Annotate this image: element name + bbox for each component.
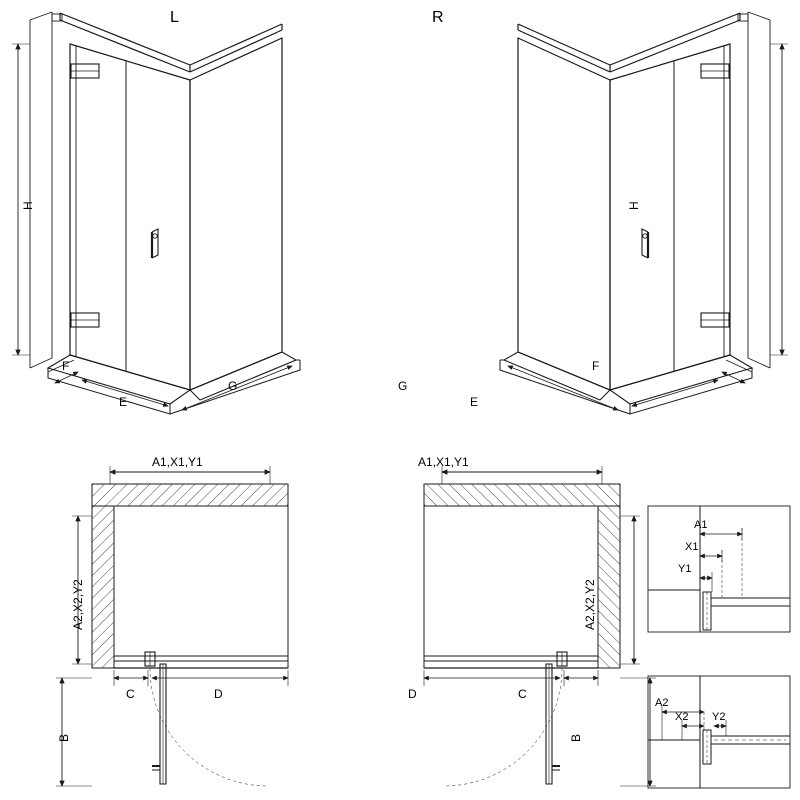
view-plan-left — [56, 466, 288, 786]
label-detail-a2: A2 — [655, 697, 669, 709]
view-plan-right — [424, 466, 656, 786]
label-height-right: H — [627, 201, 641, 210]
label-detail-y2: Y2 — [712, 711, 726, 723]
label-plan-left-segment-c: C — [126, 687, 135, 701]
view-3d-left — [12, 9, 300, 414]
label-side-panel-left: G — [228, 379, 238, 393]
label-variant-left: L — [170, 9, 179, 26]
label-side-panel-right: G — [398, 379, 408, 393]
label-detail-y1: Y1 — [678, 563, 692, 575]
label-detail-a1: A1 — [694, 519, 708, 531]
detail-profile-top — [648, 506, 790, 632]
label-plan-left-door-open: B — [57, 733, 71, 742]
label-threshold-right: E — [470, 395, 479, 409]
label-variant-right: R — [432, 9, 444, 26]
label-threshold-left: E — [119, 395, 128, 409]
label-height-left: H — [21, 201, 35, 210]
label-front-panel-right: F — [592, 359, 600, 373]
label-plan-right-side-dim: A2,X2,Y2 — [583, 579, 597, 630]
label-plan-right-segment-c: C — [518, 687, 527, 701]
label-plan-right-segment-d: D — [408, 687, 417, 701]
label-plan-right-top-dim: A1,X1,Y1 — [418, 455, 469, 469]
label-plan-right-door-open: B — [569, 733, 583, 742]
label-plan-left-side-dim: A2,X2,Y2 — [71, 579, 85, 630]
label-detail-x2: X2 — [675, 711, 689, 723]
label-plan-left-top-dim: A1,X1,Y1 — [152, 455, 203, 469]
view-3d-right — [500, 12, 788, 414]
detail-profile-bottom — [648, 676, 790, 788]
label-front-panel-left: F — [62, 359, 70, 373]
label-plan-left-segment-d: D — [214, 687, 223, 701]
label-detail-x1: X1 — [685, 541, 699, 553]
